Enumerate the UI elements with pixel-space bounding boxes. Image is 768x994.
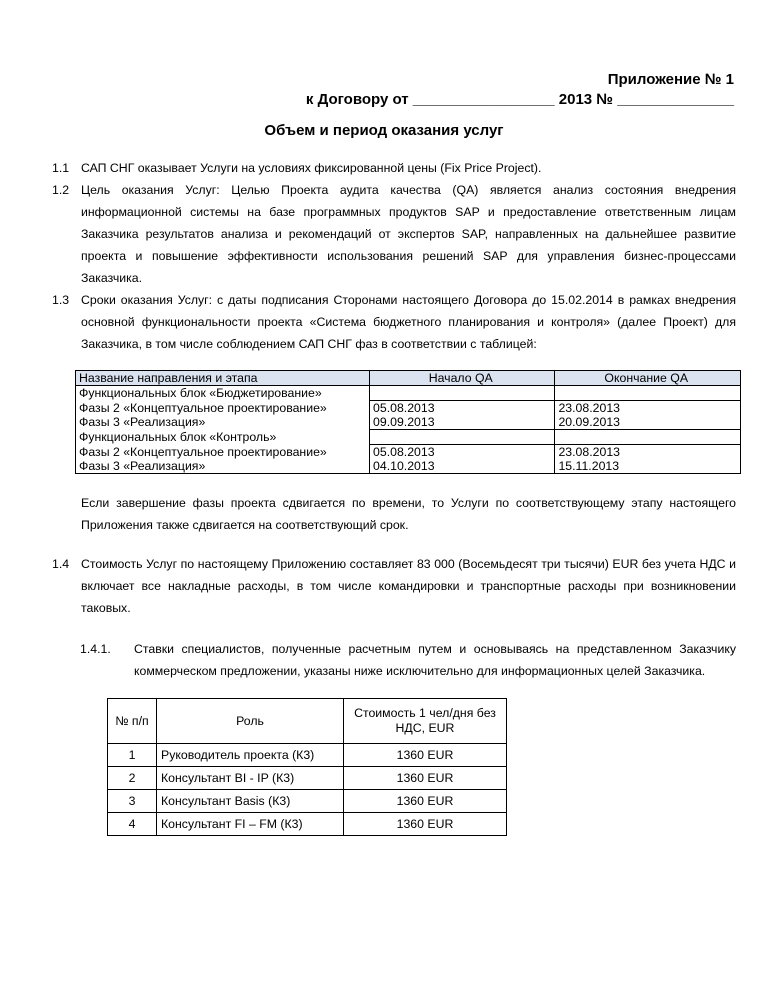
table-row [76,415,741,430]
clause-1-4-1 [80,638,736,682]
phase-start [370,386,555,401]
clause-text: Ставки специалистов, полученные расчетным путем и основываясь на представленном Заказчику коммерческом предложении, указаны ниже исключительно для информационных целей Заказчика. [134,642,736,678]
clause-number: 1.1 [52,161,70,175]
phase-start: 09.09.2013 [370,415,555,430]
phase-name: Фазы 2 «Концептуальное проектирование» [76,401,370,416]
clause-text: Сроки оказания Услуг: с даты подписания Сторонами настоящего Договора до 15.02.2014 в рамках внедрения основной функциональности проекта «Система бюджетного планирования и контроля» (далее Проект) для Заказчика, в том числе соблюдением САП СНГ фаз в соответствии с таблицей: [81,293,736,351]
header-cell: Стоимость 1 чел/дня без НДС, EUR [344,699,507,744]
phase-name: Фазы 3 «Реализация» [76,459,370,474]
clause-text: САП СНГ оказывает Услуги на условиях фиксированной цены (Fix Price Project). [81,161,542,175]
table-row [76,401,741,416]
phase-end: 23.08.2013 [555,445,741,460]
table-row [108,744,507,767]
table-row [76,459,741,474]
clause-1-4 [52,553,736,619]
clause-text: Стоимость Услуг по настоящему Приложению составляет 83 000 (Восемьдесят три тысячи) EUR без учета НДС и включает все накладные расходы, в том числе командировки и транспортные расходы при возникновении таковых. [81,557,736,615]
appendix-header [306,70,734,110]
table-row [108,813,507,836]
header-cell: Окончание QA [555,371,741,386]
role-name: Консультант FI – FM (К3) [157,813,344,836]
clause-1-2 [52,179,736,289]
phase-schedule-table [75,370,741,474]
phase-start: 05.08.2013 [370,445,555,460]
row-number: 3 [108,790,157,813]
phase-end: 15.11.2013 [555,459,741,474]
phase-start: 05.08.2013 [370,401,555,416]
table-header-row [76,371,741,386]
clause-number: 1.3 [52,293,70,307]
table-header-row [108,699,507,744]
phase-name: Функциональных блок «Бюджетирование» [76,386,370,401]
table-row [76,445,741,460]
row-number: 1 [108,744,157,767]
table-row [108,790,507,813]
phase-end [555,430,741,445]
phase-name: Фазы 3 «Реализация» [76,415,370,430]
table-row [76,386,741,401]
contract-reference: к Договору от _________________ 2013 № ______________ [305,91,734,108]
document-title: Объем и период оказания услуг [264,122,504,139]
phase-start: 04.10.2013 [370,459,555,474]
phase-name: Фазы 2 «Концептуальное проектирование» [76,445,370,460]
role-name: Консультант Basis (К3) [157,790,344,813]
phase-end: 23.08.2013 [555,401,741,416]
header-cell: Роль [157,699,344,744]
appendix-number: Приложение № 1 [607,71,734,88]
clause-1-3 [52,289,736,355]
header-cell: Начало QA [370,371,555,386]
row-number: 4 [108,813,157,836]
role-name: Руководитель проекта (К3) [157,744,344,767]
role-price: 1360 EUR [344,767,507,790]
header-cell: № п/п [108,699,157,744]
phase-shift-note [52,492,736,536]
clause-1-1 [52,157,736,179]
table-row [76,430,741,445]
role-name: Консультант BI - IP (К3) [157,767,344,790]
header-cell: Название направления и этапа [76,371,370,386]
phase-end: 20.09.2013 [555,415,741,430]
phase-start [370,430,555,445]
phase-end [555,386,741,401]
phase-name: Функциональных блок «Контроль» [76,430,370,445]
clause-text: Цель оказания Услуг: Целью Проекта аудита качества (QA) является анализ состояния внедрения информационной системы на базе программных продуктов SAP и предоставление ответственным лицам Заказчика результатов анализа и рекомендаций от экспертов SAP, направленных на дальнейшее развитие проекта и повышение эффективности использования решений SAP для управления бизнес-процессами Заказчика. [81,183,736,285]
table-row [108,767,507,790]
role-price: 1360 EUR [344,813,507,836]
row-number: 2 [108,767,157,790]
specialist-rates-table [107,698,507,836]
clause-number: 1.4.1. [80,642,111,656]
note-text: Если завершение фазы проекта сдвигается по времени, то Услуги по соответствующему этапу настоящего Приложения также сдвигается на соответствующий срок. [81,496,736,532]
role-price: 1360 EUR [344,790,507,813]
clause-number: 1.2 [52,183,70,197]
clause-number: 1.4 [52,557,70,571]
role-price: 1360 EUR [344,744,507,767]
